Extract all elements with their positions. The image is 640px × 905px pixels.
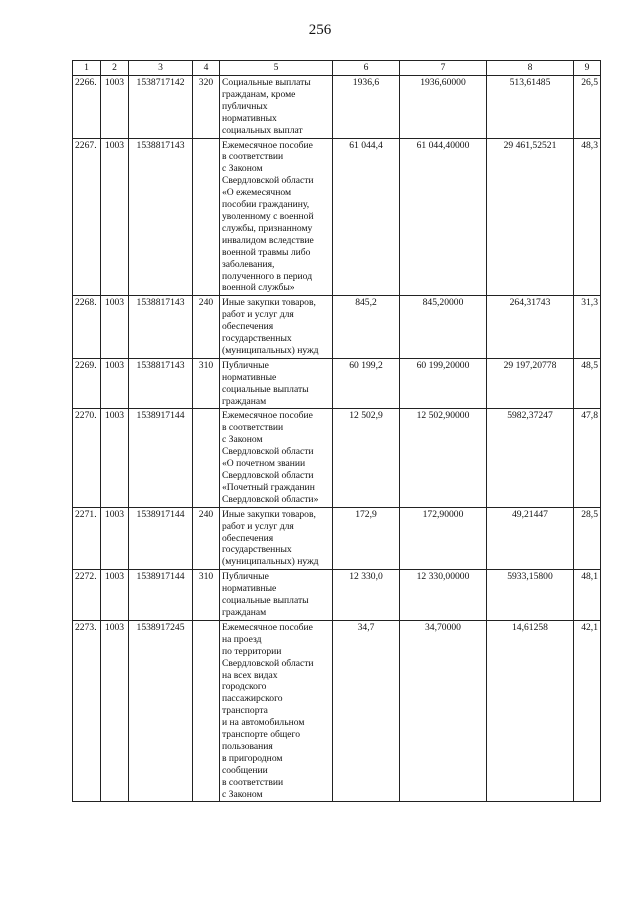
header-cell: 9 <box>574 61 601 76</box>
approved-amount-cell: 60 199,2 <box>333 358 400 409</box>
item-name-line: Ежемесячное пособие <box>222 139 313 151</box>
expense-type-cell: 310 <box>193 358 220 409</box>
header-cell: 5 <box>220 61 333 76</box>
revised-amount-cell: 172,90000 <box>400 507 487 570</box>
item-name-line: Иные закупки товаров, <box>222 297 316 309</box>
expense-type-cell: 320 <box>193 76 220 139</box>
item-name-line: на всех видах <box>222 669 278 681</box>
row-number-cell: 2273. <box>73 620 101 802</box>
section-code-cell: 1003 <box>101 76 129 139</box>
item-name-line: Публичные <box>222 571 269 583</box>
item-name-line: городского <box>222 681 267 693</box>
row-number-cell: 2270. <box>73 409 101 507</box>
item-name-line: обеспечения <box>222 532 274 544</box>
item-name-line: социальных выплат <box>222 124 303 136</box>
item-name-line: с Законом <box>222 434 263 446</box>
item-name-cell <box>220 296 333 359</box>
executed-amount-cell: 5982,37247 <box>487 409 574 507</box>
target-code-cell: 1538817143 <box>129 296 193 359</box>
section-code-cell: 1003 <box>101 296 129 359</box>
item-name-line: пассажирского <box>222 693 283 705</box>
item-name-cell <box>220 76 333 139</box>
item-name-line: пособии гражданину, <box>222 199 310 211</box>
item-name-cell <box>220 507 333 570</box>
row-number-cell: 2271. <box>73 507 101 570</box>
item-name-line: Свердловской области <box>222 175 314 187</box>
item-name-line: государственных <box>222 333 292 345</box>
row-number-cell: 2268. <box>73 296 101 359</box>
page-number: 256 <box>308 22 332 38</box>
item-name-line: Свердловской области <box>222 657 314 669</box>
approved-amount-cell: 172,9 <box>333 507 400 570</box>
section-code-cell: 1003 <box>101 409 129 507</box>
header-cell: 4 <box>193 61 220 76</box>
executed-amount-cell: 5933,15800 <box>487 570 574 621</box>
approved-amount-cell: 12 502,9 <box>333 409 400 507</box>
expense-type-cell: 240 <box>193 507 220 570</box>
header-cell: 6 <box>333 61 400 76</box>
table-row <box>73 138 601 296</box>
approved-amount-cell: 12 330,0 <box>333 570 400 621</box>
item-name-line: Иные закупки товаров, <box>222 508 316 520</box>
approved-amount-cell: 845,2 <box>333 296 400 359</box>
item-name-line: уволенному с военной <box>222 210 314 222</box>
revised-amount-cell: 34,70000 <box>400 620 487 802</box>
expense-type-cell <box>193 138 220 296</box>
revised-amount-cell: 12 502,90000 <box>400 409 487 507</box>
header-cell: 7 <box>400 61 487 76</box>
item-name-line: Свердловской области <box>222 470 314 481</box>
revised-amount-cell: 12 330,00000 <box>400 570 487 621</box>
table-row <box>73 620 601 802</box>
revised-amount-cell: 1936,60000 <box>400 76 487 139</box>
item-name-line: «О ежемесячном <box>222 187 292 199</box>
item-name-line: публичных <box>222 100 268 112</box>
item-name-line: транспорте общего <box>222 729 301 741</box>
item-name-line: Ежемесячное пособие <box>222 621 313 633</box>
item-name-line: социальные выплаты <box>222 383 309 395</box>
approved-amount-cell: 61 044,4 <box>333 138 400 296</box>
item-name-line: военной службы» <box>222 282 295 294</box>
item-name-line: Ежемесячное пособие <box>222 410 313 422</box>
item-name-line: обеспечения <box>222 321 274 333</box>
expense-type-cell <box>193 620 220 802</box>
item-name-line: на проезд <box>222 633 262 645</box>
table-row <box>73 409 601 507</box>
row-number-cell: 2269. <box>73 358 101 409</box>
expense-type-cell: 240 <box>193 296 220 359</box>
revised-amount-cell: 61 044,40000 <box>400 138 487 296</box>
executed-amount-cell: 264,31743 <box>487 296 574 359</box>
item-name-line: Публичные <box>222 359 269 371</box>
approved-amount-cell: 1936,6 <box>333 76 400 139</box>
row-number-cell: 2266. <box>73 76 101 139</box>
item-name-line: в соответствии <box>222 422 284 434</box>
executed-amount-cell: 14,61258 <box>487 620 574 802</box>
item-name-line: (муниципальных) нужд <box>222 556 319 568</box>
revised-amount-cell: 845,20000 <box>400 296 487 359</box>
header-cell: 8 <box>487 61 574 76</box>
executed-amount-cell: 513,61485 <box>487 76 574 139</box>
table-row <box>73 76 601 139</box>
item-name-cell <box>220 138 333 296</box>
target-code-cell: 1538917245 <box>129 620 193 802</box>
item-name-line: и на автомобильном <box>222 717 305 729</box>
header-cell: 2 <box>101 61 129 76</box>
percent-cell: 26,5 <box>574 76 601 139</box>
item-name-cell <box>220 570 333 621</box>
row-number-cell: 2267. <box>73 138 101 296</box>
percent-cell: 48,3 <box>574 138 601 296</box>
item-name-line: гражданам <box>222 606 267 618</box>
expense-type-cell <box>193 409 220 507</box>
target-code-cell: 1538717142 <box>129 76 193 139</box>
row-number-cell: 2272. <box>73 570 101 621</box>
item-name-line: работ и услуг для <box>222 309 294 321</box>
section-code-cell: 1003 <box>101 570 129 621</box>
item-name-line: социальные выплаты <box>222 595 309 607</box>
item-name-line: Свердловской области» <box>222 493 319 505</box>
item-name-line: «Почетный гражданин <box>222 481 315 493</box>
section-code-cell: 1003 <box>101 620 129 802</box>
item-name-line: государственных <box>222 544 292 556</box>
expense-type-cell: 310 <box>193 570 220 621</box>
percent-cell: 48,1 <box>574 570 601 621</box>
target-code-cell: 1538817143 <box>129 358 193 409</box>
item-name-cell <box>220 620 333 802</box>
item-name-cell <box>220 358 333 409</box>
item-name-line: службы, признанному <box>222 222 313 234</box>
item-name-line: сообщении <box>222 764 268 776</box>
percent-cell: 31,3 <box>574 296 601 359</box>
target-code-cell: 1538917144 <box>129 570 193 621</box>
table-header-row <box>73 61 601 76</box>
item-name-line: с Законом <box>222 788 263 800</box>
item-name-line: нормативные <box>222 583 277 595</box>
section-code-cell: 1003 <box>101 358 129 409</box>
item-name-line: Свердловской области <box>222 446 314 458</box>
percent-cell: 42,1 <box>574 620 601 802</box>
revised-amount-cell: 60 199,20000 <box>400 358 487 409</box>
executed-amount-cell: 29 461,52521 <box>487 138 574 296</box>
approved-amount-cell: 34,7 <box>333 620 400 802</box>
item-name-cell <box>220 409 333 507</box>
percent-cell: 47,8 <box>574 409 601 507</box>
target-code-cell: 1538917144 <box>129 507 193 570</box>
table-row <box>73 358 601 409</box>
item-name-line: пользования <box>222 740 273 752</box>
section-code-cell: 1003 <box>101 507 129 570</box>
item-name-line: нормативные <box>222 371 277 383</box>
item-name-line: с Законом <box>222 163 263 175</box>
header-cell: 1 <box>73 61 101 76</box>
table-row <box>73 507 601 570</box>
table-row <box>73 296 601 359</box>
item-name-line: в соответствии <box>222 776 284 788</box>
item-name-line: гражданам, кроме <box>222 88 296 100</box>
table-row <box>73 570 601 621</box>
target-code-cell: 1538917144 <box>129 409 193 507</box>
executed-amount-cell: 29 197,20778 <box>487 358 574 409</box>
item-name-line: в соответствии <box>222 151 284 163</box>
item-name-line: инвалидом вследствие <box>222 234 314 246</box>
item-name-line: (муниципальных) нужд <box>222 344 319 356</box>
percent-cell: 48,5 <box>574 358 601 409</box>
item-name-line: в пригородном <box>222 752 283 764</box>
percent-cell: 28,5 <box>574 507 601 570</box>
item-name-line: нормативных <box>222 112 277 124</box>
item-name-line: заболевания, <box>222 258 275 270</box>
executed-amount-cell: 49,21447 <box>487 507 574 570</box>
header-cell: 3 <box>129 61 193 76</box>
item-name-line: по территории <box>222 645 282 657</box>
section-code-cell: 1003 <box>101 138 129 296</box>
target-code-cell: 1538817143 <box>129 138 193 296</box>
item-name-line: Социальные выплаты <box>222 77 311 88</box>
item-name-line: гражданам <box>222 395 267 407</box>
item-name-line: работ и услуг для <box>222 520 294 532</box>
item-name-line: «О почетном звании <box>222 458 306 470</box>
item-name-line: военной травмы либо <box>222 246 311 258</box>
budget-table <box>72 60 601 802</box>
item-name-line: полученного в период <box>222 270 313 282</box>
item-name-line: транспорта <box>222 705 268 717</box>
